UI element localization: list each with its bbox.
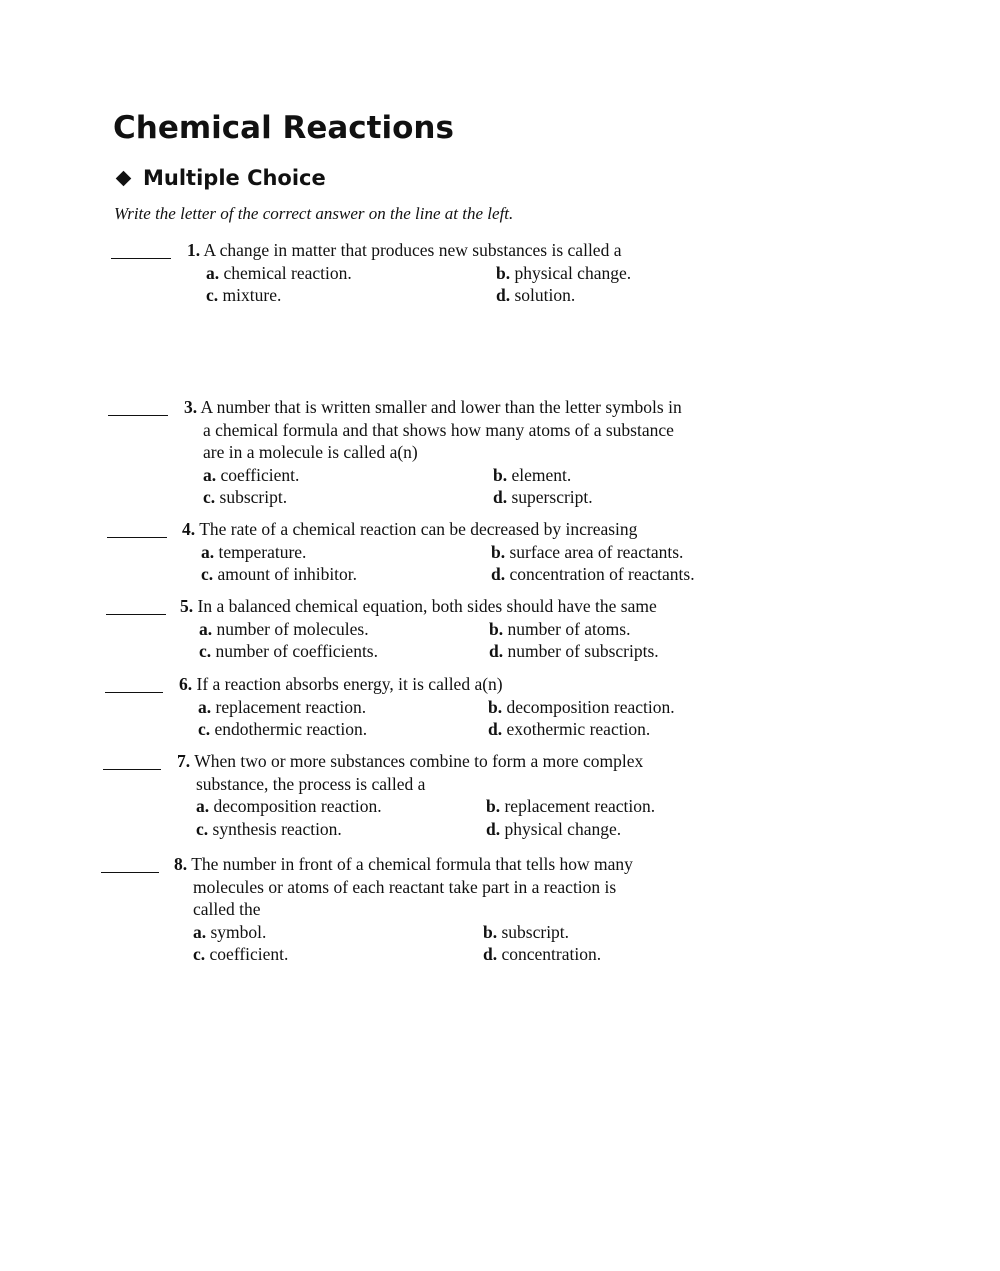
question-text: substance, the process is called a <box>196 773 426 794</box>
answer-choices <box>187 262 786 307</box>
answer-choice <box>206 262 496 285</box>
choice-letter: b. <box>488 696 503 717</box>
answer-choice <box>488 696 778 719</box>
choice-letter: a. <box>193 921 207 942</box>
choice-letter: b. <box>486 796 501 816</box>
choice-letter: b. <box>489 618 504 639</box>
choice-text: replacement reaction. <box>215 696 367 717</box>
choice-text: amount of inhibitor. <box>217 564 358 584</box>
answer-choices <box>182 541 781 586</box>
choice-text: physical change. <box>504 818 622 839</box>
answer-choice <box>201 541 491 564</box>
choice-text: number of subscripts. <box>507 641 659 661</box>
choice-text: concentration. <box>501 944 602 964</box>
question-text: A change in matter that produces new substances is called a <box>203 240 622 260</box>
answer-choice <box>493 486 783 509</box>
answer-blank[interactable] <box>103 769 161 770</box>
question-text-line <box>184 419 783 442</box>
question <box>179 673 778 741</box>
question-text: A number that is written smaller and lower than the letter symbols in <box>200 397 682 417</box>
choice-text: decomposition reaction. <box>506 696 675 717</box>
answer-choices <box>184 464 783 509</box>
choice-text: element. <box>511 464 572 485</box>
instructions: Write the letter of the correct answer on the line at the left. <box>114 204 514 223</box>
question-text: The rate of a chemical reaction can be decreased by increasing <box>199 519 638 539</box>
question-text-line <box>182 518 781 541</box>
choice-letter: c. <box>201 564 214 584</box>
question-number: 3. <box>184 397 198 417</box>
answer-blank[interactable] <box>107 537 167 538</box>
question-number: 5. <box>180 596 194 616</box>
question-text-line <box>180 595 779 618</box>
question-text: If a reaction absorbs energy, it is called a(n) <box>196 674 503 694</box>
choice-letter: d. <box>491 564 506 584</box>
answer-choice <box>199 640 489 663</box>
choice-text: synthesis reaction. <box>212 818 342 839</box>
answer-choice <box>483 921 773 944</box>
choice-letter: a. <box>196 796 210 816</box>
answer-choice <box>496 284 786 307</box>
answer-choice <box>491 541 781 564</box>
question <box>187 239 786 307</box>
choice-letter: d. <box>483 944 498 964</box>
choice-text: coefficient. <box>220 464 300 485</box>
choice-letter: a. <box>203 464 217 485</box>
question-number: 6. <box>179 674 193 694</box>
choice-text: decomposition reaction. <box>213 796 382 816</box>
choice-text: concentration of reactants. <box>509 564 695 584</box>
question-text-line <box>184 441 783 464</box>
choice-text: number of molecules. <box>216 618 369 639</box>
answer-choice <box>193 921 483 944</box>
answer-choice <box>196 818 486 841</box>
answer-blank[interactable] <box>111 258 171 259</box>
answer-choice <box>489 640 779 663</box>
question-text: molecules or atoms of each reactant take part in a reaction is <box>193 876 617 897</box>
answer-choice <box>196 795 486 818</box>
diamond-bullet-icon <box>116 170 132 186</box>
question-text: In a balanced chemical equation, both sides should have the same <box>197 596 657 616</box>
question-text-line <box>187 239 786 262</box>
answer-choice <box>489 618 779 641</box>
question <box>180 595 779 663</box>
answer-choice <box>193 943 483 966</box>
choice-letter: c. <box>196 818 209 839</box>
question-text-line <box>179 673 778 696</box>
answer-choice <box>496 262 786 285</box>
choice-letter: d. <box>493 487 508 507</box>
choice-letter: c. <box>203 487 216 507</box>
question <box>174 853 773 966</box>
question-number: 7. <box>177 751 191 771</box>
choice-text: physical change. <box>514 262 632 283</box>
choice-letter: c. <box>206 285 219 305</box>
question-text-line <box>177 750 776 773</box>
choice-text: solution. <box>514 285 576 305</box>
answer-choices <box>174 921 773 966</box>
section-heading-label: Multiple Choice <box>143 166 326 190</box>
answer-choice <box>198 696 488 719</box>
answer-blank[interactable] <box>105 692 163 693</box>
answer-choice <box>203 464 493 487</box>
choice-letter: d. <box>488 719 503 739</box>
choice-letter: a. <box>206 262 220 283</box>
choice-letter: a. <box>201 541 215 562</box>
question-number: 8. <box>174 854 188 874</box>
question <box>184 396 783 509</box>
choice-text: temperature. <box>218 541 307 562</box>
answer-choice <box>198 718 488 741</box>
choice-text: subscript. <box>501 921 570 942</box>
choice-text: symbol. <box>210 921 267 942</box>
choice-letter: b. <box>483 921 498 942</box>
question-number: 4. <box>182 519 196 539</box>
answer-choices <box>177 795 776 840</box>
choice-text: surface area of reactants. <box>509 541 684 562</box>
answer-blank[interactable] <box>108 415 168 416</box>
question-text: a chemical formula and that shows how many atoms of a substance <box>203 419 674 440</box>
answer-choice <box>486 795 776 818</box>
choice-letter: d. <box>489 641 504 661</box>
choice-text: chemical reaction. <box>223 262 352 283</box>
choice-text: superscript. <box>511 487 593 507</box>
section-heading <box>114 166 326 190</box>
question-text: called the <box>193 899 261 919</box>
question <box>177 750 776 840</box>
answer-choice <box>199 618 489 641</box>
choice-text: exothermic reaction. <box>506 719 651 739</box>
answer-choice <box>483 943 773 966</box>
answer-choice <box>201 563 491 586</box>
choice-text: number of coefficients. <box>215 641 378 661</box>
choice-letter: a. <box>198 696 212 717</box>
question-text-line <box>177 773 776 796</box>
choice-letter: c. <box>193 944 206 964</box>
choice-letter: b. <box>493 464 508 485</box>
question-number: 1. <box>187 240 201 260</box>
answer-choice <box>493 464 783 487</box>
answer-choices <box>179 696 778 741</box>
choice-text: mixture. <box>222 285 282 305</box>
question-text-line <box>174 876 773 899</box>
choice-text: subscript. <box>219 487 288 507</box>
choice-text: replacement reaction. <box>504 796 656 816</box>
question-text-line <box>184 396 783 419</box>
question-text: are in a molecule is called a(n) <box>203 442 418 462</box>
choice-text: endothermic reaction. <box>214 719 368 739</box>
question-text: When two or more substances combine to form a more complex <box>194 751 644 771</box>
choice-letter: b. <box>496 262 511 283</box>
choice-letter: b. <box>491 541 506 562</box>
answer-choice <box>486 818 776 841</box>
question <box>182 518 781 586</box>
choice-letter: a. <box>199 618 213 639</box>
choice-letter: d. <box>486 818 501 839</box>
answer-choice <box>488 718 778 741</box>
page-title: Chemical Reactions <box>113 110 454 146</box>
choice-text: number of atoms. <box>507 618 631 639</box>
answer-choice <box>206 284 496 307</box>
answer-choice <box>203 486 493 509</box>
answer-choices <box>180 618 779 663</box>
choice-letter: c. <box>198 719 211 739</box>
choice-text: coefficient. <box>209 944 289 964</box>
question-text-line <box>174 853 773 876</box>
question-text-line <box>174 898 773 921</box>
answer-blank[interactable] <box>106 614 166 615</box>
question-text: The number in front of a chemical formula that tells how many <box>191 854 633 874</box>
choice-letter: c. <box>199 641 212 661</box>
choice-letter: d. <box>496 285 511 305</box>
answer-blank[interactable] <box>101 872 159 873</box>
answer-choice <box>491 563 781 586</box>
